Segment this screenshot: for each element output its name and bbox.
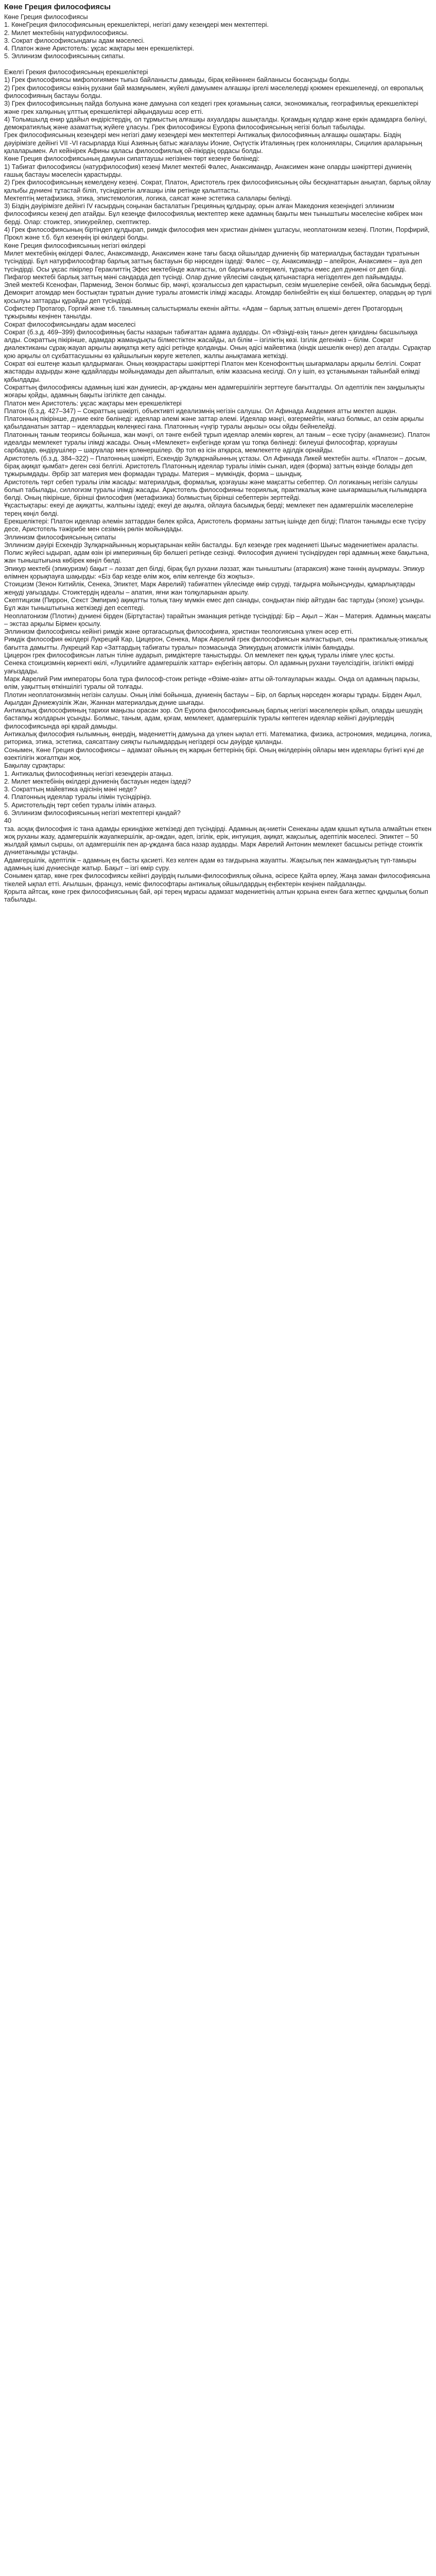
paragraph: Грек философиясының кезеңдері мен негізгі даму кезеңдері мен мектептері Антикалық философияның алғашқы ошақтары. Біздің дәуірімізге дейінгі VII -VI ғасырларда Кіші Азияның батыс жағалауы Ионие, Оңтүстік Италияның грек колониялары, Сицилия араларының қалаларымен. Ал кейінірек Афины қаласы философиялық ой-пікірдің ордасы болды. bbox=[4, 131, 422, 155]
paragraph: 4) Тольмшылд енир ұдайыл өндірістердің, ол тұрмыстың алғашқы ахуалдары ашықталды. Қоғамдың кұлдар және еркін адамдарға бөлінуі, демократиялық және азаматтық жүйеге ұласуы. Грек философиясы Еуропа философиясының негізі болып табылады. bbox=[4, 115, 427, 131]
paragraph: 1) Табиғат философиясы (натурфилософия) кезеңі Милет мектебі Фалес, Анаксимандр, Анаксимен және оларды шәкірттері дүниенің ғашық бастауы мәселесін қарастырды. bbox=[4, 163, 412, 178]
document-body bbox=[4, 13, 432, 904]
paragraph: 2) Грек философиясы өзінің рухани бай мазмұнымен, жүйелі дамуымен алғашқы іргелі мәселелерді қоюмен ерекшеленеді, ол европалық философияның бастауы болды. bbox=[4, 84, 423, 99]
paragraph: 6. Эллинизм философиясының негізгі мектептері қандай? bbox=[4, 809, 181, 817]
paragraph: Неоплатонизм (Плотин) дүниені бірден (Біртұтастан) тарайтын эманация ретінде түсіндірді: Бір – Ақыл – Жан – Материя. Адамның мақсаты – экстаз арқылы Бірмен қосылу. bbox=[4, 612, 431, 628]
paragraph: Римдік философия өкілдері Лукреций Кар, Цицерон, Сенека, Марк Аврелий грек философиясын жалғастырып, оны практикалық-этикалық бағытта дамытты. Лукреций Кар «Заттардың табиғаты туралы» поэмасында Эпикурдың атомистік ілімін баяндады. bbox=[4, 636, 428, 651]
paragraph: Сократ өзі ештеңе жазып қалдырмаған. Оның көзқарастары шәкірттері Платон мен Ксенофонттың шығармалары арқылы белгілі. Сократ жастарды аздырды және құдайларды мойындамады деп айыпталып, өлім жазасына кесілді. Ол у ішіп, өз ұстанымынан тайынбай өлімді қабылдады. bbox=[4, 360, 421, 383]
paragraph: 1) Грек философиясы мифологиямен тығыз байланысты дамыды, бірақ кейінннен байланысы босаңсыды болды. bbox=[4, 76, 351, 84]
paragraph: Платон мен Аристотель: ұқсас жақтары мен ерекшеліктері bbox=[4, 399, 182, 407]
paragraph: Көне Греция философиясының дамуын сипаттаушы негізінен төрт кезеңге бөлінеді: bbox=[4, 155, 260, 163]
paragraph: Стоицизм (Зенон Китийлік, Сенека, Эпиктет, Марк Аврелий) табиғатпен үйлесімде өмір сүруді, тағдырға мойынсұнуды, құмарлықтарды жеңуді уағыздады. Стоиктердің идеалы – апатия, яғни жан толқуларынан арылу. bbox=[4, 581, 415, 596]
paragraph: Сократ (б.з.д. 469–399) философияның басты назарын табиғаттан адамға аударды. Ол «Өзіңді-өзің таны» деген қағиданы басшылыққа алды. Сократтың пікірінше, адамдар жамандықты білместіктен жасайды, ал білім – ізгіліктің көзі. Ізгілік дегеніміз – білім. Сократ диалектиканы сұрақ-жауап арқылы ақиқатқа жету әдісі ретінде қолданды. Оның әдісі майевтика (кіндік шешелік өнер) деп аталды. Сұрақтар қою арқылы ол сұхбаттасушыны өз қайшылығын көруге жетелеп, жалпы анықтамаға жеткізді. bbox=[4, 328, 431, 360]
page-title: Көне Греция философиясы bbox=[4, 3, 111, 11]
paragraph: Сенека стоицизмнің көрнекті өкілі, «Луцилийге адамгершілік хаттар» еңбегінің авторы. Ол адамның рухани тәуелсіздігін, ізгілікті өмірді уағыздады. bbox=[4, 659, 414, 675]
paragraph: Эллинизм дәуірі Ескендір Зұлқарнайынның жорықтарынан кейін басталды. Бұл кезеңде грек мәдениеті Шығыс мәдениетімен араласты. Полис жүйесі ыдырап, адам өзін ірі империяның бір бөлшегі ретінде сезінді. Философия дүниені түсіндіруден гөрі адамның жеке бақытына, жан тыныштығына көбірек көңіл бөлді. bbox=[4, 541, 429, 565]
paragraph: 3) Грек философиясының пайда болуына және дамуына сол кездегі грек қоғамының саяси, экономикалық, географиялық ерекшеліктері және грек халқының ұлттық ерекшеліктері айқындауыш әсер етті. bbox=[4, 100, 418, 115]
paragraph: Ұқсастықтары: екеуі де ақиқатты, жалпыны іздеді; екеуі де ақылға, ойлауға басымдық берді; мемлекет пен адамгершілік мәселелеріне терең көңіл бөлді. bbox=[4, 502, 413, 517]
paragraph: 3. Сократтың майевтика әдісінің мәні неде? bbox=[4, 786, 137, 793]
paragraph: 2. Милет мектебінің натурфилософиясы. bbox=[4, 29, 129, 37]
paragraph: Бақылау сұрақтары: bbox=[4, 762, 66, 770]
paragraph: 4) Грек философиясының біртіндеп құлдырап, римдік философия мен христиан дінімен ұштасуы, неоплатонизм кезеңі. Плотин, Порфирий, Прокл және т.б. бұл кезеңнің ірі өкілдері болды. bbox=[4, 226, 430, 242]
paragraph: 1. Антикалық философияның негізгі кезеңдерін атаңыз. bbox=[4, 770, 173, 777]
paragraph: Демокрит атомдар мен бостықтан тұратын дүние туралы атомистік ілімді жасады. Атомдар бөлінбейтін ең кіші бөлшектер, олардың әр түрлі қосылуы заттарды құрайды деп түсіндірді. bbox=[4, 289, 432, 304]
paragraph: Аристотель (б.з.д. 384–322) – Платонның шәкірті, Ескендір Зұлқарнайынның ұстазы. Ол Афинада Ликей мектебін ашты. «Платон – досым, бірақ ақиқат қымбат» деген сөзі белгілі. Аристотель Платонның идеялар туралы ілімін сынап, идея (форма) заттың өзінде болады деп тұжырымдады. Әрбір зат материя мен формадан тұрады. Материя – мүмкіндік, форма – шындық. bbox=[4, 454, 427, 478]
paragraph: Элей мектебі Ксенофан, Парменид, Зенон болмыс бір, мәңгі, қозғалыссыз деп қарастырып, сезім мүшелеріне сенбей, ойға басымдық берді. bbox=[4, 281, 432, 289]
paragraph: 4. Платон және Аристотель: ұқсас жақтары мен ерекшеліктері. bbox=[4, 45, 195, 53]
paragraph: Сонымен, Көне Греция философиясы – адамзат ойының ең жарқын беттерінің бірі. Оның өкілдерінің ойлары мен идеялары бүгінгі күні де өзектілігін жоғалтқан жоқ. bbox=[4, 746, 424, 761]
paragraph: 40 bbox=[4, 817, 12, 825]
paragraph: 2) Грек философиясының кемелдену кезеңі. Сократ, Платон, Аристотель грек философиясының ойы бесқанаттарын анықтап, барлық ойлау қалыбы дүниені тұтастай біліп, түсіндіретін алғашқы ілім ретінде қалыптасты. bbox=[4, 179, 431, 194]
paragraph: Плотин неоплатонизмнің негізін салушы. Оның ілімі бойынша, дүниенің бастауы – Бір, ол барлық нәрседен жоғары тұрады. Бірден Ақыл, Ақылдан Дүниежүзілік Жан, Жаннан материалдық дүние шығады. bbox=[4, 691, 422, 706]
paragraph: 5. Аристотельдің төрт себеп туралы ілімін атаңыз. bbox=[4, 801, 156, 809]
paragraph: 4. Платонның идеялар туралы ілімін түсіндіріңіз. bbox=[4, 793, 152, 801]
paragraph: Антикалық философияның тарихи маңызы орасан зор. Ол Еуропа философиясының барлық негізгі мәселелерін қойып, оларды шешудің бастапқы жолдарын ұсынды. Болмыс, таным, адам, қоғам, мемлекет, адамгершілік туралы көптеген идеялар кейінгі дәуірлердің философиясында әрі қарай дамыды. bbox=[4, 707, 423, 730]
paragraph: Көне Греция философиясының негізгі өкілдері bbox=[4, 242, 146, 249]
paragraph: Скептицизм (Пиррон, Секст Эмпирик) ақиқатты толық тану мүмкін емес деп санады, сондықтан пікір айтудан бас тартуды (эпохе) ұсынды. Бұл жан тыныштығына жеткізеді деп есептеді. bbox=[4, 596, 425, 612]
paragraph: 3) Біздің дәуірімізге дейінгі IV ғасырдың соңынан басталатын Грецияның құлдырау, орын алған Македония кезеңіндегі эллинизм философиясы кезеңі деп атайды. Бұл кезеңде философиялық мектептер жеке адамның бақыты мен тыныштығы мәселесіне көбірек мән берді. Олар: стоиктер, эпикурейлер, скептиктер. bbox=[4, 202, 423, 226]
paragraph: Пифагор мектебі барлық заттың мәні сандарда деп түсінді. Олар дүние үйлесімі сандық қатынастарға негізделген деп пайымдады. bbox=[4, 273, 404, 281]
paragraph: Ежелгі Грекия философиясының ерекшеліктері bbox=[4, 69, 148, 76]
paragraph: Платонның таным теориясы бойынша, жан мәңгі, ол тәнге енбей тұрып идеялар әлемін көрген, ал таным – еске түсіру (анамнезис). Платон идеалды мемлекет туралы ілімді жасады. Оның «Мемлекет» еңбегінде қоғам үш топқа бөлінеді: билеуші философтар, қорғаушы сарбаздар, өндірушілер – шаруалар мен қолөнершілер. Әр топ өз ісін атқарса, мемлекетте әділдік орнайды. bbox=[4, 431, 430, 454]
paragraph: Ерекшеліктері: Платон идеялар әлемін заттардан бөлек қойса, Аристотель форманы заттың ішінде деп білді; Платон танымды еске түсіру десе, Аристотель тәжірибе мен сезімнің рөлін мойындады. bbox=[4, 518, 426, 533]
blank-line bbox=[4, 61, 432, 69]
paragraph: Милет мектебінің өкілдері Фалес, Анаксимандр, Анаксимен және тағы басқа ойшылдар дүниенің бір материалдық бастаудан тұратынын түсіндірді. Бұл натурфилософтар барлық заттың бастауын бір нәрседен іздеді: Фалес – су, Анаксимандр – апейрон, Анаксимен – ауа деп түсіндірді. Осы ұқсас пікірлер Гераклиттің Эфес мектебінде жалғасты, ол барлығы өзгермелі, тұрақты емес деп дүниені от деп білді. bbox=[4, 249, 422, 273]
paragraph: Эллинизм философиясының сипаты bbox=[4, 533, 116, 541]
paragraph: Эпикур мектебі (эпикуризм) бақыт – ләззат деп білді, бірақ бұл рухани ләззат, жан тыныштығы (атараксия) және тәннің ауырмауы. Эпикур өлімнен қорықпауға шақырды: «Біз бар кезде өлім жоқ, өлім келгенде біз жоқпыз». bbox=[4, 565, 425, 581]
paragraph: Аристотель төрт себеп туралы ілім жасады: материалдық, формалық, қозғаушы және мақсатты себептер. Ол логиканың негізін салушы болып табылады, силлогизм туралы ілімді жасады. Аристотель философияны теориялық, практикалық және шығармашылық ғылымдарға бөлді. Оның пікірінше, бірінші философия (метафизика) болмыстың бірінші себептерін зерттейді. bbox=[4, 478, 427, 502]
paragraph: 1. КөнеГреция философиясының ерекшеліктері, негізгі даму кезеңдері мен мектептері. bbox=[4, 21, 269, 29]
paragraph: Көне Греция философиясы bbox=[4, 13, 88, 21]
paragraph: Софистер Протагор, Горгий және т.б. танымның салыстырмалы екенін айтты. «Адам – барлық заттың өлшемі» деген Протагордың тұжырымы кеңінен танылды. bbox=[4, 304, 403, 320]
paragraph: Цицерон грек философиясын латын тіліне аударып, римдіктерге таныстырды. Ол мемлекет пен құқық туралы ілімге үлес қосты. bbox=[4, 652, 395, 659]
paragraph: 2. Милет мектебінің өкілдері дүниенің бастауын неден іздеді? bbox=[4, 777, 191, 785]
paragraph: Антикалық философия ғылымның, өнердің, мәдениеттің дамуына да үлкен ықпал етті. Математика, физика, астрономия, медицина, логика, риторика, этика, эстетика, саясаттану сияқты ғылымдардың негіздері осы дәуірде қаланды. bbox=[4, 731, 432, 746]
paragraph: Қорыта айтсақ, көне грек философиясының бай, әрі терең мұрасы адамзат мәдениетінің алтын қорына енген баға жетпес құндылық болып табылады. bbox=[4, 888, 428, 904]
paragraph: Сонымен қатар, көне грек философиясы кейінгі дәуірдің ғылыми-философиялық ойына, әсіресе Қайта өрлеу, Жаңа заман философиясына тікелей ықпал етті. Ағылшын, француз, неміс философтары антикалық ойшылдардың еңбектерін кеңінен пайдаланды. bbox=[4, 872, 430, 888]
paragraph: тза. асқақ философия іс тана адамды еркиндікке жеткізеді деп түсіндірді. Адамның ақ-ниетін Сенеканы адам қашып кұтыла алмайтын еткен жоқ руханы жазу, адамгершілік жауапкершілік, ар-ождан, әдеп, ізгілік, ерік, интуиция, ақиқат, жақсылық, әдептілік мәселесі. Эпиктет – 50 жылдай қамыл сыршы, ол адамгершілік пен ар-ұжданға баса назар аударды. Марк Аврелий Антонин мемлекет басшысы ретінде стоиктік дүниетанымды ұстанды. bbox=[4, 825, 432, 856]
paragraph: Марк Аврелий Рим императоры бола тұра философ-стоик ретінде «Өзіме-өзім» атты ой-толғауларын жазды. Онда ол адамның парызы, өлім, уақыттың өткіншілігі туралы ой толғады. bbox=[4, 675, 420, 691]
paragraph: Мектептің метафизика, этика, эпистемология, логика, саясат және эстетика салалары бөлінді. bbox=[4, 194, 292, 202]
paragraph: 5. Эллинизм философиясының сипаты. bbox=[4, 53, 125, 60]
paragraph: Эллинизм философиясы кейінгі римдік және ортағасырлық философияға, христиан теологиясына үлкен әсер етті. bbox=[4, 628, 354, 636]
paragraph: Адамгершілік, әдептілік – адамның ең басты қасиеті. Кез келген адам өз тағдырына жауапты. Жақсылық пен жамандықтың түп-тамыры адамның ішкі дүниесінде жатыр. Бақыт – ізгі өмір сүру. bbox=[4, 856, 416, 872]
paragraph: Сократтың философиясы адамның ішкі жан дүниесін, ар-ұжданы мен адамгершілігін зерттеуге бағытталды. Ол әдептілік пен заңдылықты жоғары қойды, адамның бақыты ізгілікте деп санады. bbox=[4, 383, 425, 399]
paragraph: 3. Сократ философиясындағы адам мәселесі. bbox=[4, 37, 145, 44]
paragraph: Сократ философиясындағы адам мәселесі bbox=[4, 320, 136, 328]
paragraph: Платон (б.з.д. 427–347) – Сократтың шәкірті, объективті идеализмнің негізін салушы. Ол Афинада Академия атты мектеп ашқан. Платонның пікірінше, дүние екіге бөлінеді: идеялар әлемі және заттар әлемі. Идеялар мәңгі, өзгермейтін, нағыз болмыс, ал сезім арқылы қабылданатын заттар – идеялардың көлеңкесі ғана. Платонның «үңгір туралы аңызы» осы ойды бейнелейді. bbox=[4, 407, 424, 431]
